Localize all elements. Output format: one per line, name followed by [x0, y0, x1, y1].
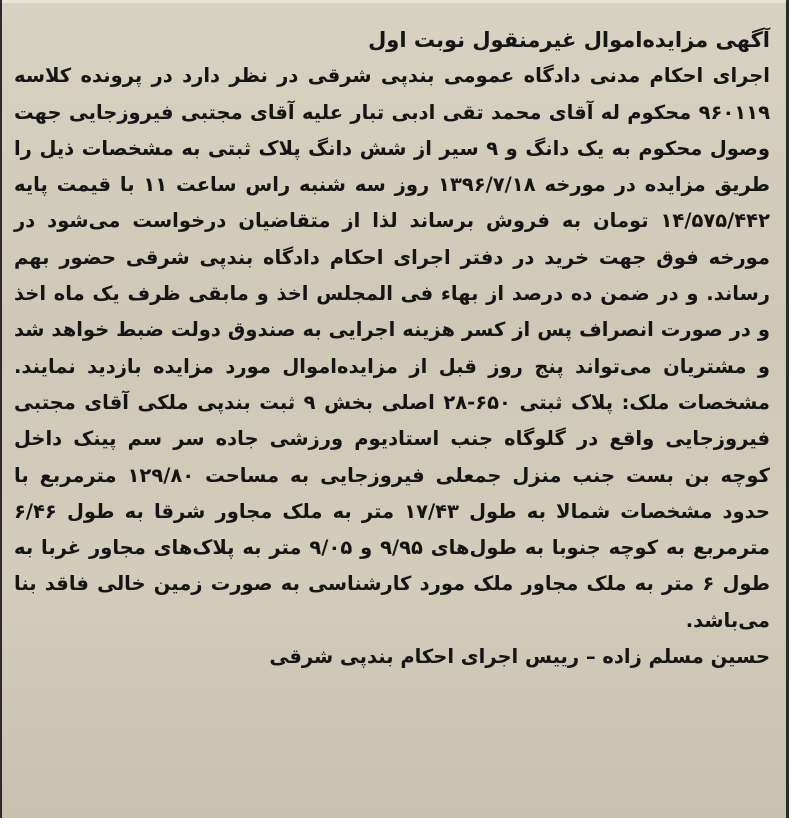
auction-notice: [14, 22, 770, 675]
notice-signature: حسین مسلم زاده – رییس اجرای احکام بندپی شرقی: [269, 645, 770, 669]
paper-edge: [2, 0, 786, 3]
notice-body: اجرای احکام مدنی دادگاه عمومی بندپی شرقی در نظر دارد در پرونده کلاسه ۹۶۰۱۱۹ محکوم له آقای محمد تقی ادبی تبار علیه آقای مجتبی فیروزجایی جهت وصول محکوم به یک دانگ و ۹ سیر از شش دانگ پلاک ثبتی به مشخصات ذیل را طریق مزایده در مورخه ۱۳۹۶/۷/۱۸ روز سه شنبه راس ساعت ۱۱ با قیمت پایه ۱۴/۵۷۵/۴۴۲ تومان به فروش برساند لذا از متقاضیان درخواست می‌شود در مورخه فوق جهت خرید در دفتر اجرای احکام دادگاه بندپی شرقی حضور بهم رساند. و در ضمن ده درصد از بهاء فی المجلس اخذ و مابقی ظرف یک ماه اخذ و در صورت انصراف پس از کسر هزینه اجرایی به صندوق دولت ضبط خواهد شد و مشتریان می‌تواند پنج روز قبل از مزایده‌اموال مورد مزایده بازدید نمایند. مشخصات ملک: پلاک ثبتی ۶۵۰-۲۸ اصلی بخش ۹ ثبت بندپی ملکی آقای مجتبی فیروزجایی واقع در گلوگاه جنب استادیوم ورزشی جاده سر سم پینک داخل کوچه بن بست جنب منزل جمعلی فیروزجایی به مساحت ۱۲۹/۸۰ مترمربع با حدود مشخصات شمالا به طول ۱۷/۴۳ متر به ملک مجاور شرقا به طول ۶/۴۶ مترمربع به کوچه جنوبا به طول‌های ۹/۹۵ و ۹/۰۵ متر به پلاک‌های مجاور غربا به طول ۶ متر به ملک مجاور ملک مورد کارشناسی به صورت زمین خالی فاقد بنا می‌باشد.: [14, 64, 771, 632]
notice-title: آگهی مزایده‌اموال غیرمنقول نوبت اول: [368, 28, 770, 52]
